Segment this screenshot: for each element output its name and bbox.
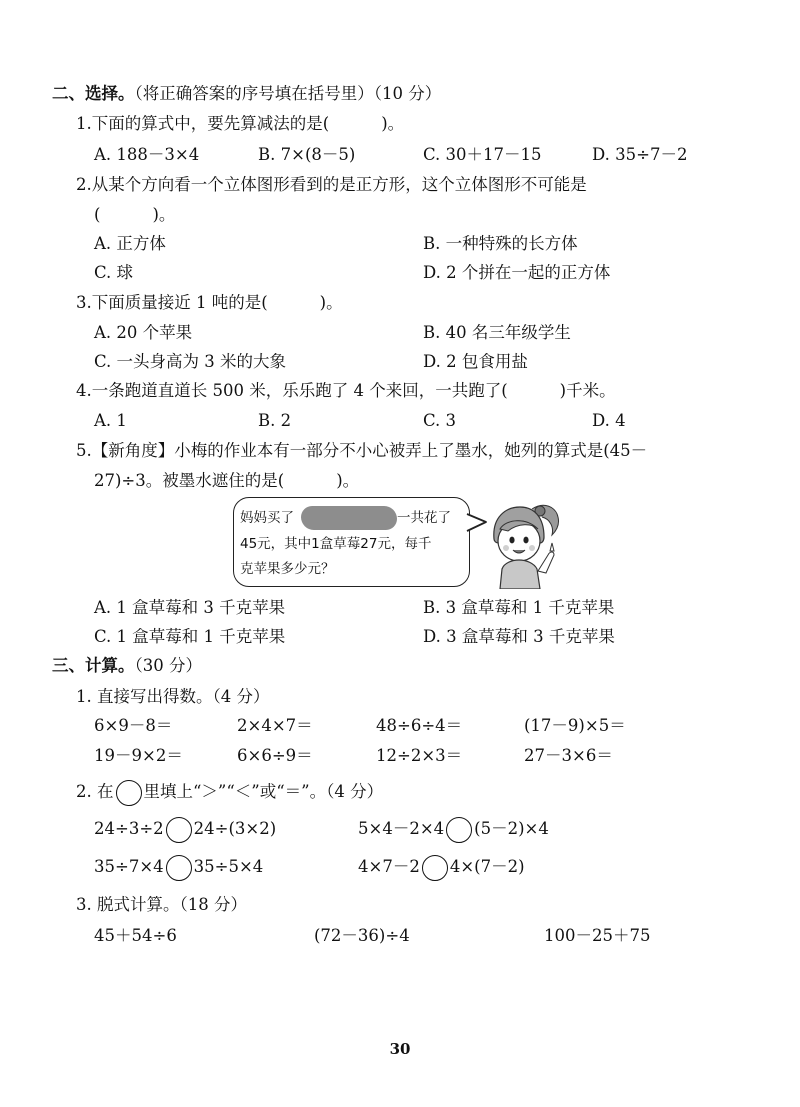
q5-stem2-end: )。 <box>336 471 360 490</box>
compare-1-circle[interactable] <box>166 817 192 843</box>
q2-option-d: D. 2 个拼在一起的正方体 <box>423 263 611 282</box>
q3-stem-text: 3.下面质量接近 1 吨的是( <box>76 293 268 312</box>
q4-option-c: C. 3 <box>423 411 457 430</box>
q3-option-d: D. 2 包食用盐 <box>423 352 528 371</box>
bubble-line-3: 克苹果多少元？ <box>240 561 335 577</box>
calc-1-5: 19－9×2＝ <box>94 746 183 765</box>
q5-option-d: D. 3 盒草莓和 3 千克苹果 <box>423 627 615 646</box>
q3-option-a: A. 20 个苹果 <box>94 323 193 342</box>
q1-option-c: C. 30＋17－15 <box>423 145 542 164</box>
section-2-title: 二、选择。 <box>52 84 135 103</box>
sample-circle <box>116 780 142 806</box>
q3-option-b: B. 40 名三年级学生 <box>423 323 571 342</box>
bubble-line-1-start: 妈妈买了 <box>240 510 294 526</box>
q5-new-angle-tag: 5.【新角度】 <box>76 441 175 460</box>
compare-4-circle[interactable] <box>422 855 448 881</box>
q5-stem-line2 <box>94 471 359 491</box>
q1-stem-text: 1.下面的算式中，要先算减法的是( <box>76 114 330 133</box>
q2-option-a: A. 正方体 <box>94 234 166 253</box>
calc-1-7: 12÷2×3＝ <box>376 746 463 765</box>
calc-1-6: 6×6÷9＝ <box>237 746 313 765</box>
compare-2 <box>358 815 549 843</box>
calc-1-3: 48÷6÷4＝ <box>376 716 463 735</box>
compare-3 <box>94 853 263 881</box>
calc-part2-title <box>76 778 383 806</box>
q1-stem-end: )。 <box>381 114 405 133</box>
calc-1-4: (17－9)×5＝ <box>524 716 626 735</box>
q5-stem-text: 小梅的作业本有一部分不小心被弄上了墨水，她列的算式是(45－ <box>174 441 648 460</box>
page-number: 30 <box>389 1040 411 1058</box>
calc-part3-title: 3. 脱式计算。（18 分） <box>76 895 247 914</box>
compare-4 <box>358 853 525 881</box>
compare-title-end: 里填上“＞”“＜”或“＝”。（4 分） <box>143 782 384 801</box>
calc-1-8: 27－3×6＝ <box>524 746 613 765</box>
q2-stem-line2 <box>94 205 175 225</box>
q4-stem-end: )千米。 <box>559 381 616 400</box>
q2-paren-open: ( <box>94 205 101 224</box>
q2-option-b: B. 一种特殊的长方体 <box>423 234 578 253</box>
compare-title-start: 2. 在 <box>76 782 114 801</box>
q3-stem-end: )。 <box>319 293 343 312</box>
q3-option-c: C. 一头身高为 3 米的大象 <box>94 352 287 371</box>
stepwise-2: (72－36)÷4 <box>314 926 410 945</box>
q5-option-c: C. 1 盒草莓和 1 千克苹果 <box>94 627 286 646</box>
compare-1 <box>94 815 276 843</box>
q3-stem <box>76 293 343 313</box>
q4-option-d: D. 4 <box>592 411 626 430</box>
q2-option-c: C. 球 <box>94 263 134 282</box>
stepwise-3: 100－25＋75 <box>544 926 651 945</box>
q1-stem <box>76 114 404 134</box>
q2-stem: 2.从某个方向看一个立体图形看到的是正方形，这个立体图形不可能是 <box>76 175 587 194</box>
compare-4-left: 4×7－2 <box>358 857 420 876</box>
q4-option-b: B. 2 <box>258 411 292 430</box>
calc-part1-title: 1. 直接写出得数。（4 分） <box>76 687 270 706</box>
girl-illustration <box>482 497 567 589</box>
compare-1-left: 24÷3÷2 <box>94 819 164 838</box>
q1-option-d: D. 35÷7－2 <box>592 145 688 164</box>
q4-stem-text: 4.一条跑道直道长 500 米，乐乐跑了 4 个来回，一共跑了( <box>76 381 508 400</box>
section-2-heading <box>52 84 441 104</box>
compare-3-circle[interactable] <box>166 855 192 881</box>
section-3-note: （30 分） <box>134 656 202 675</box>
compare-2-circle[interactable] <box>446 817 472 843</box>
section-2-note: （将正确答案的序号填在括号里）（10 分） <box>134 84 442 103</box>
q4-option-a: A. 1 <box>94 411 127 430</box>
compare-3-right: 35÷5×4 <box>193 857 264 876</box>
q4-stem <box>76 381 616 401</box>
compare-2-left: 5×4－2×4 <box>358 819 445 838</box>
q5-stem <box>76 441 647 461</box>
bubble-line-1-end: 一共花了 <box>397 510 451 526</box>
ink-blot <box>301 506 397 530</box>
q1-option-a: A. 188－3×4 <box>94 145 200 164</box>
stepwise-1: 45＋54÷6 <box>94 926 177 945</box>
section-3-title: 三、计算。 <box>52 656 135 675</box>
section-3-heading <box>52 656 202 676</box>
bubble-line-2: 45元，其中1盒草莓27元，每千 <box>240 536 432 552</box>
calc-1-2: 2×4×7＝ <box>237 716 313 735</box>
compare-2-right: (5－2)×4 <box>474 819 549 838</box>
calc-1-1: 6×9－8＝ <box>94 716 173 735</box>
q5-option-b: B. 3 盒草莓和 1 千克苹果 <box>423 598 615 617</box>
q1-option-b: B. 7×(8－5) <box>258 145 356 164</box>
compare-4-right: 4×(7－2) <box>449 857 525 876</box>
q2-paren-close: )。 <box>152 205 176 224</box>
compare-1-right: 24÷(3×2) <box>193 819 277 838</box>
q5-stem2-text: 27)÷3。被墨水遮住的是( <box>94 471 285 490</box>
compare-3-left: 35÷7×4 <box>94 857 164 876</box>
q5-option-a: A. 1 盒草莓和 3 千克苹果 <box>94 598 286 617</box>
